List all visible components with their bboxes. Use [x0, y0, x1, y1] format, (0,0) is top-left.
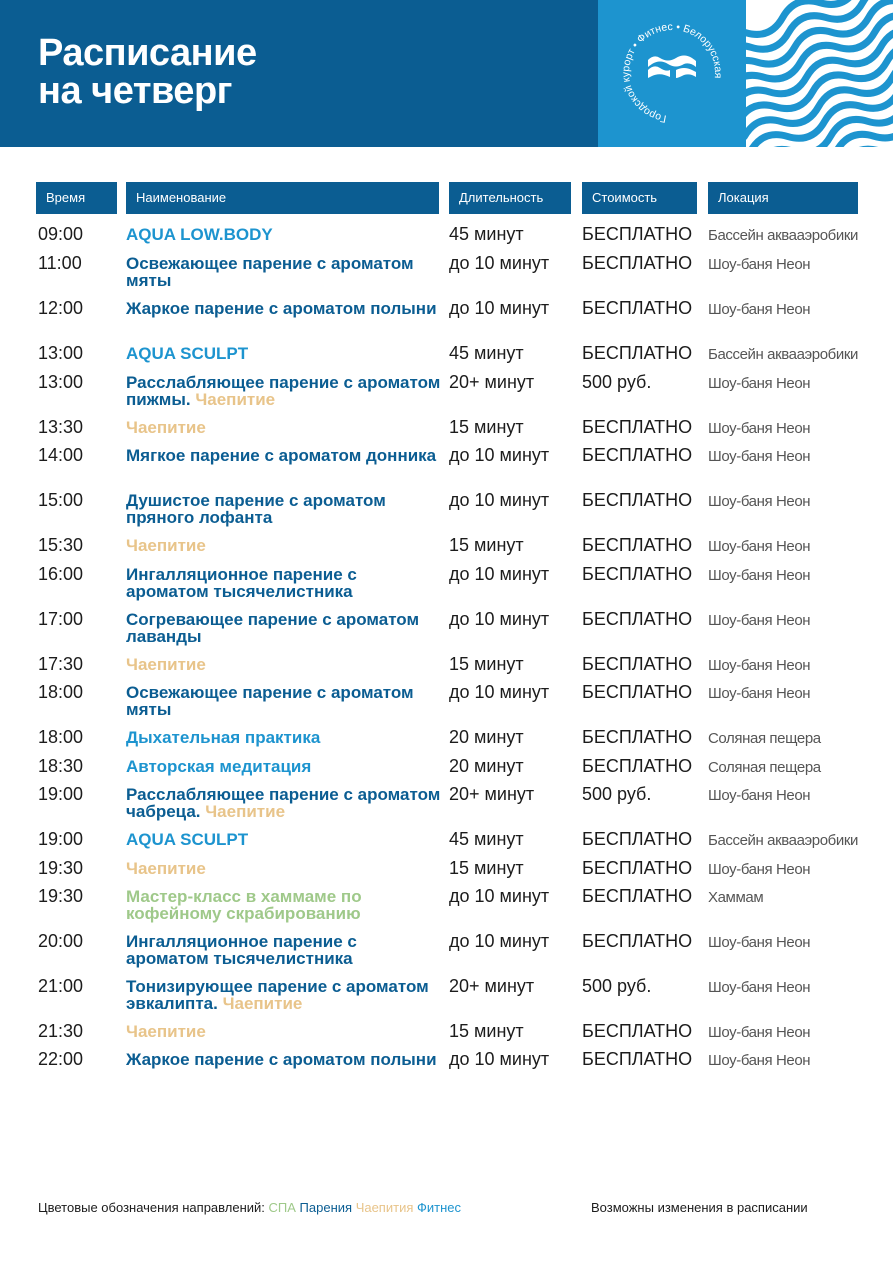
row-price: БЕСПЛАТНО	[582, 298, 693, 318]
legend-steam: Парения	[299, 1200, 353, 1215]
row-name	[126, 786, 444, 820]
row-time: 19:30	[38, 858, 84, 878]
row-name	[126, 758, 444, 775]
column-header-name: Наименование	[126, 182, 439, 214]
row-duration: до 10 минут	[449, 298, 550, 318]
row-name	[126, 729, 444, 746]
column-header-location: Локация	[708, 182, 858, 214]
row-duration: до 10 минут	[449, 609, 550, 629]
column-header-price: Стоимость	[582, 182, 697, 214]
row-time: 17:00	[38, 609, 84, 629]
schedule-change-note: Возможны изменения в расписании	[591, 1200, 808, 1215]
decorative-waves	[746, 0, 893, 147]
row-time: 13:00	[38, 372, 84, 392]
row-price: БЕСПЛАТНО	[582, 1021, 693, 1041]
row-name-text: Жаркое парение с ароматом полыни	[126, 1050, 437, 1069]
page-title	[38, 34, 257, 110]
row-duration: 15 минут	[449, 654, 524, 674]
row-duration: до 10 минут	[449, 253, 550, 273]
row-name	[126, 537, 444, 554]
row-time: 13:30	[38, 417, 84, 437]
row-location: Шоу-баня Неон	[708, 979, 811, 996]
row-name-extra: Чаепитие	[205, 802, 286, 821]
row-time: 15:30	[38, 535, 84, 555]
row-name-text: Жаркое парение с ароматом полыни	[126, 299, 437, 318]
row-name-text: Ингалляционное парение с ароматом тысячелистника	[126, 565, 357, 601]
row-location: Соляная пещера	[708, 730, 821, 747]
row-time: 20:00	[38, 931, 84, 951]
row-time: 19:00	[38, 784, 84, 804]
row-duration: 45 минут	[449, 829, 524, 849]
row-price: БЕСПЛАТНО	[582, 253, 693, 273]
row-name	[126, 684, 444, 718]
row-location: Шоу-баня Неон	[708, 612, 811, 629]
row-time: 16:00	[38, 564, 84, 584]
waves-pattern-icon	[746, 0, 893, 147]
row-name	[126, 1051, 444, 1068]
row-name-text: Чаепитие	[126, 859, 206, 878]
row-duration: 20 минут	[449, 727, 524, 747]
row-price: БЕСПЛАТНО	[582, 682, 693, 702]
row-price: БЕСПЛАТНО	[582, 343, 693, 363]
row-price: БЕСПЛАТНО	[582, 417, 693, 437]
row-price: БЕСПЛАТНО	[582, 931, 693, 951]
row-time: 22:00	[38, 1049, 84, 1069]
logo-panel	[598, 0, 746, 147]
page-title-line2: на четверг	[38, 70, 232, 112]
row-name-text: Душистое парение с ароматом пряного лофанта	[126, 491, 386, 527]
row-duration: 45 минут	[449, 224, 524, 244]
row-price: БЕСПЛАТНО	[582, 564, 693, 584]
row-price: БЕСПЛАТНО	[582, 886, 693, 906]
row-location: Шоу-баня Неон	[708, 657, 811, 674]
row-location: Шоу-баня Неон	[708, 1024, 811, 1041]
column-header-time: Время	[36, 182, 117, 214]
row-time: 11:00	[38, 253, 82, 273]
row-name-text: Авторская медитация	[126, 757, 312, 776]
row-duration: до 10 минут	[449, 490, 550, 510]
row-name	[126, 860, 444, 877]
row-location: Шоу-баня Неон	[708, 256, 811, 273]
row-name-text: Чаепитие	[126, 1022, 206, 1041]
row-location: Бассейн аквааэробики	[708, 832, 858, 849]
row-price: 500 руб.	[582, 976, 652, 996]
t-wave-logo-icon	[598, 0, 746, 147]
row-location: Шоу-баня Неон	[708, 861, 811, 878]
row-time: 19:00	[38, 829, 84, 849]
row-duration: 20+ минут	[449, 784, 535, 804]
row-name	[126, 419, 444, 436]
row-price: БЕСПЛАТНО	[582, 829, 693, 849]
row-price: БЕСПЛАТНО	[582, 756, 693, 776]
row-price: БЕСПЛАТНО	[582, 1049, 693, 1069]
row-time: 17:30	[38, 654, 84, 674]
row-name-text: Мягкое парение с ароматом донника	[126, 446, 437, 465]
row-location: Шоу-баня Неон	[708, 787, 811, 804]
row-location: Шоу-баня Неон	[708, 420, 811, 437]
row-time: 18:00	[38, 727, 84, 747]
row-location: Шоу-баня Неон	[708, 448, 811, 465]
row-name	[126, 492, 444, 526]
row-name	[126, 300, 444, 317]
row-duration: 20 минут	[449, 756, 524, 776]
row-price: 500 руб.	[582, 784, 652, 804]
row-name-text: AQUA SCULPT	[126, 344, 249, 363]
row-name-text: Освежающее парение с ароматом мяты	[126, 683, 414, 719]
row-price: БЕСПЛАТНО	[582, 490, 693, 510]
row-name	[126, 611, 444, 645]
row-name	[126, 656, 444, 673]
row-duration: 15 минут	[449, 858, 524, 878]
row-location: Шоу-баня Неон	[708, 301, 811, 318]
row-name-text: Дыхательная практика	[126, 728, 321, 747]
row-time: 15:00	[38, 490, 84, 510]
legend-fitness: Фитнес	[417, 1200, 462, 1215]
row-location: Шоу-баня Неон	[708, 567, 811, 584]
row-price: БЕСПЛАТНО	[582, 445, 693, 465]
row-location: Шоу-баня Неон	[708, 375, 811, 392]
row-duration: 45 минут	[449, 343, 524, 363]
row-location: Бассейн аквааэробики	[708, 227, 858, 244]
page-title-line1: Расписание	[38, 32, 257, 74]
logo-ring-text: Городской курорт • Фитнес • Белорусская	[619, 20, 725, 125]
row-name	[126, 566, 444, 600]
row-location: Шоу-баня Неон	[708, 934, 811, 951]
row-location: Шоу-баня Неон	[708, 685, 811, 702]
row-location: Бассейн аквааэробики	[708, 346, 858, 363]
header-banner	[0, 0, 893, 147]
row-name-text: Согревающее парение с ароматом лаванды	[126, 610, 420, 646]
row-name	[126, 374, 444, 408]
row-name	[126, 933, 444, 967]
row-duration: 15 минут	[449, 1021, 524, 1041]
row-time: 21:00	[38, 976, 84, 996]
row-name-text: Чаепитие	[126, 655, 206, 674]
row-duration: 15 минут	[449, 417, 524, 437]
color-legend	[38, 1200, 461, 1215]
row-time: 21:30	[38, 1021, 84, 1041]
row-location: Шоу-баня Неон	[708, 493, 811, 510]
row-name	[126, 831, 444, 848]
row-duration: до 10 минут	[449, 682, 550, 702]
row-time: 18:30	[38, 756, 84, 776]
row-name	[126, 447, 444, 464]
legend-spa: СПА	[268, 1200, 296, 1215]
row-name	[126, 255, 444, 289]
row-name-text: AQUA SCULPT	[126, 830, 249, 849]
row-duration: до 10 минут	[449, 886, 550, 906]
row-duration: до 10 минут	[449, 931, 550, 951]
row-name	[126, 226, 444, 243]
row-time: 09:00	[38, 224, 84, 244]
row-name	[126, 1023, 444, 1040]
row-location: Шоу-баня Неон	[708, 1052, 811, 1069]
legend-label: Цветовые обозначения направлений:	[38, 1200, 265, 1215]
row-name-text: Расслабляющее парение с ароматом чабреца.	[126, 785, 441, 821]
row-name	[126, 345, 444, 362]
row-duration: до 10 минут	[449, 1049, 550, 1069]
row-time: 14:00	[38, 445, 84, 465]
legend-tea: Чаепития	[355, 1200, 414, 1215]
row-name-text: Чаепитие	[126, 536, 206, 555]
row-name	[126, 888, 444, 922]
row-time: 12:00	[38, 298, 84, 318]
row-duration: 15 минут	[449, 535, 524, 555]
row-name-text: Мастер-класс в хаммаме по кофейному скрабированию	[126, 887, 362, 923]
row-name-text: Расслабляющее парение с ароматом пижмы.	[126, 373, 441, 409]
row-time: 19:30	[38, 886, 84, 906]
row-price: БЕСПЛАТНО	[582, 858, 693, 878]
row-location: Шоу-баня Неон	[708, 538, 811, 555]
row-location: Хаммам	[708, 889, 764, 906]
row-name	[126, 978, 444, 1012]
row-time: 18:00	[38, 682, 84, 702]
row-price: БЕСПЛАТНО	[582, 727, 693, 747]
row-name-extra: Чаепитие	[195, 390, 276, 409]
row-name-text: AQUA LOW.BODY	[126, 225, 273, 244]
row-name-text: Тонизирующее парение с ароматом эвкалипта.	[126, 977, 429, 1013]
row-name-text: Ингалляционное парение с ароматом тысячелистника	[126, 932, 357, 968]
row-price: БЕСПЛАТНО	[582, 609, 693, 629]
column-header-duration: Длительность	[449, 182, 571, 214]
row-location: Соляная пещера	[708, 759, 821, 776]
row-name-text: Освежающее парение с ароматом мяты	[126, 254, 414, 290]
row-name-extra: Чаепитие	[222, 994, 303, 1013]
row-price: 500 руб.	[582, 372, 652, 392]
row-price: БЕСПЛАТНО	[582, 535, 693, 555]
row-price: БЕСПЛАТНО	[582, 654, 693, 674]
row-duration: до 10 минут	[449, 564, 550, 584]
row-time: 13:00	[38, 343, 84, 363]
row-price: БЕСПЛАТНО	[582, 224, 693, 244]
row-duration: до 10 минут	[449, 445, 550, 465]
row-duration: 20+ минут	[449, 976, 535, 996]
row-duration: 20+ минут	[449, 372, 535, 392]
row-name-text: Чаепитие	[126, 418, 206, 437]
